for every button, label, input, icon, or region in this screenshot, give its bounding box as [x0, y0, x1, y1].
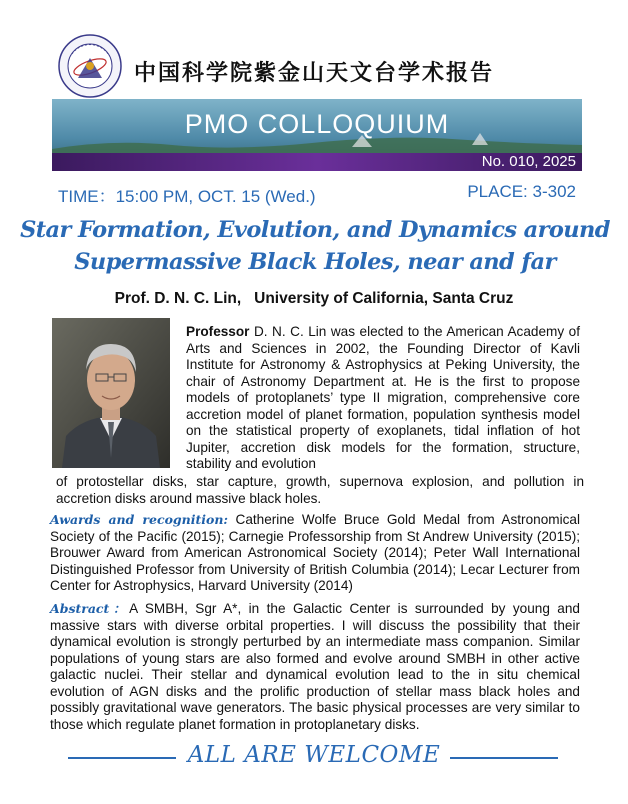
- bio-lead: Professor: [186, 324, 250, 339]
- abstract-label: Abstract：: [50, 601, 130, 616]
- welcome-rule-right: [450, 757, 558, 759]
- speaker-line: Prof. D. N. C. Lin, University of California, Santa Cruz: [114, 290, 514, 307]
- speaker-photo: [52, 318, 170, 468]
- abstract-text: A SMBH, Sgr A*, in the Galactic Center is surrounded by young and massive stars with diverse orbital properties. I will discuss the possibility that their dynamical evolution is strongly perturbed by an intermediate mass companion. Similar populations of young stars are also formed and evolve around SMBH in other active galactic nuclei. Their stellar and dynamical evolution lead to the in situ chemical evolution of AGN disks and the prolific production of stellar mass black holes and possibly gravitational wave generators. The basic physical processes are very similar to those which regulate planet formation in protoplanetary disks.: [50, 601, 580, 732]
- awards-label: Awards and recognition:: [50, 512, 229, 527]
- awards-text: Catherine Wolfe Bruce Gold Medal from Astronomical Society of the Pacific (2015); Carnegie Professorship from St Andrew University (2015); Brouwer Award from American Astronomical Society (2014); Peter Wall International Distinguished Professor from University of British Columbia (2014); Lecar Lecturer from Center for Astrophysics, Harvard University (2014): [50, 512, 580, 593]
- bio-paragraph: [186, 324, 580, 473]
- event-place: PLACE: 3-302: [467, 182, 576, 201]
- chinese-title: 中国科学院紫金山天文台学术报告: [134, 61, 495, 86]
- banner-title: PMO COLLOQUIUM: [184, 109, 450, 139]
- institute-seal-icon: [58, 34, 122, 98]
- bio-text-a: D. N. C. Lin was elected to the American Academy of Arts and Sciences in 2002, the Founding Director of Kavli Institute for Astronomy & Astrophysics at Peking University, the chair of Astronomy Department at. He is the first to propose models of protoplanets’ type II migration, comprehensive core accretion model of planet formation, population synthesis model on the statistical property of exoplanets, tidal inflation of hot Jupiter, accretion disk models for the formation, structure, stability and evolution: [186, 324, 580, 471]
- abstract-section: [50, 601, 580, 733]
- awards-section: [50, 512, 580, 595]
- talk-title-line2: Supermassive Black Holes, near and far: [74, 249, 556, 275]
- event-time: TIME：15:00 PM, OCT. 15 (Wed.): [58, 187, 316, 206]
- talk-title-line1: Star Formation, Evolution, and Dynamics around: [20, 217, 610, 243]
- issue-number: No. 010, 2025: [481, 153, 576, 170]
- bio-text-b: of protostellar disks, star capture, growth, supernova explosion, and pollution in accretion disks around massive black holes.: [56, 474, 584, 506]
- talk-title: [20, 214, 610, 278]
- colloquium-banner: [52, 99, 582, 171]
- welcome-text: ALL ARE WELCOME: [187, 742, 441, 768]
- footer-welcome: [0, 742, 628, 772]
